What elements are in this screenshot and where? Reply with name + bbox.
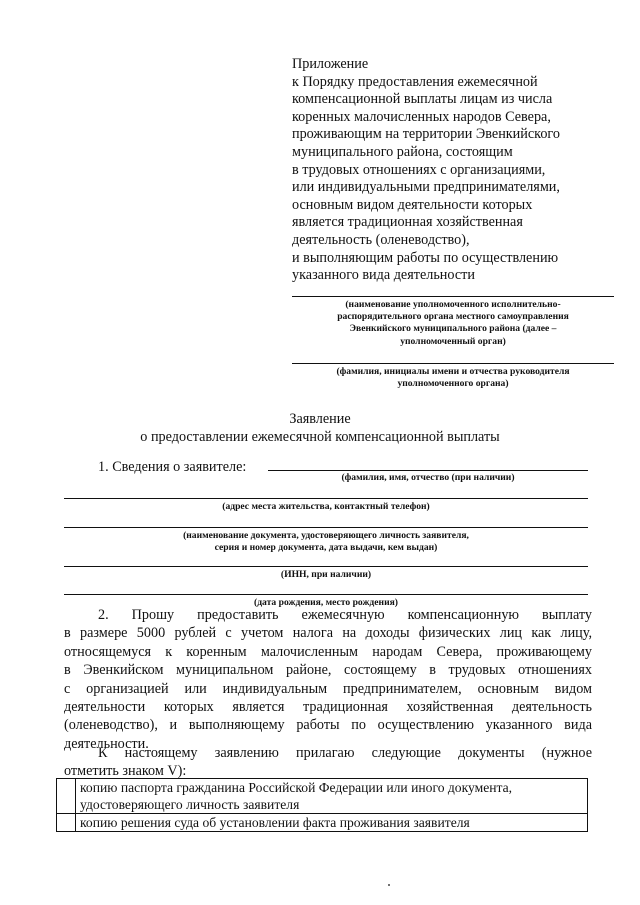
caption-line: распорядительного органа местного самоуправления (337, 311, 569, 323)
section2-line: деятельности. (64, 735, 149, 752)
appendix-line: компенсационной выплаты лицам из числа (292, 91, 553, 108)
scan-speck (388, 884, 390, 886)
attachment-text-line: удостоверяющего личность заявителя (80, 797, 300, 812)
appendix-line: коренных малочисленных народов Севера, (292, 108, 551, 125)
organ-head-caption (292, 366, 614, 390)
attachment-checkbox[interactable] (57, 779, 76, 814)
id-document-caption (64, 530, 588, 554)
appendix-line: указанного вида деятельности (292, 267, 475, 284)
section2-line: деятельности которых является традиционная хозяйственная деятельность (64, 699, 592, 716)
document-title: Заявление (289, 411, 351, 427)
caption-line: (фамилия, инициалы имени и отчества руководителя (336, 366, 570, 377)
attachment-text-line: копию паспорта гражданина Российской Федерации или иного документа, (80, 780, 513, 795)
caption-line: (наименование уполномоченного исполнительно- (345, 299, 561, 310)
appendix-line: основным видом деятельности которых (292, 196, 533, 213)
address-caption: (адрес места жительства, контактный телефон) (222, 501, 430, 512)
address-line[interactable] (64, 498, 588, 499)
caption-line: Эвенкийского муниципального района (далее – (349, 323, 557, 335)
attachments-table (56, 778, 588, 832)
section2-line: в Эвенкийском муниципальном районе, состоящему в трудовых отношениях (64, 662, 592, 679)
appendix-line: проживающим на территории Эвенкийского (292, 126, 560, 143)
section2-line: в размере 5000 рублей с учетом налога на доходы физических лиц как лицу, (64, 625, 592, 642)
appendix-line: деятельность (оленеводство), (292, 231, 470, 248)
section2-line: с организацией или индивидуальным предпринимателем, основным видом (64, 680, 592, 697)
fio-caption: (фамилия, имя, отчество (при наличии) (341, 472, 515, 483)
caption-line: уполномоченный орган) (400, 335, 506, 347)
section2-line: относящемуся к коренным малочисленным народам Севера, проживающему (64, 643, 592, 660)
document-subtitle: о предоставлении ежемесячной компенсационной выплаты (140, 429, 500, 445)
organ-name-caption (292, 299, 614, 348)
section2-paragraph (64, 606, 592, 753)
section1-label: 1. Сведения о заявителе: (98, 459, 247, 475)
section2-line: (оленеводство), и выполняющему работы по осуществлению указанного вида (64, 717, 592, 734)
appendix-line: муниципального района, состоящим (292, 143, 513, 160)
attachment-text (76, 814, 588, 832)
fio-line[interactable] (268, 470, 588, 471)
appendix-line: является традиционная хозяйственная (292, 214, 523, 231)
appendix-line: или индивидуальными предпринимателями, (292, 179, 560, 196)
id-document-line[interactable] (64, 527, 588, 528)
organ-name-line[interactable] (292, 296, 614, 297)
organ-head-line[interactable] (292, 363, 614, 364)
attachment-checkbox[interactable] (57, 814, 76, 832)
caption-line: серия и номер документа, дата выдачи, кем выдан) (214, 542, 438, 554)
table-row (57, 814, 588, 832)
appendix-header (292, 56, 612, 285)
caption-line: (наименование документа, удостоверяющего личность заявителя, (183, 530, 469, 541)
attachment-text (76, 779, 588, 814)
appendix-line: Приложение (292, 56, 369, 72)
appendix-line: к Порядку предоставления ежемесячной (292, 73, 538, 90)
attachment-text-line: копию решения суда об установлении факта проживания заявителя (80, 815, 470, 830)
attachments-intro-line: отметить знаком V): (64, 763, 187, 780)
table-row (57, 779, 588, 814)
inn-caption: (ИНН, при наличии) (280, 569, 372, 580)
attachments-intro-line: К настоящему заявлению прилагаю следующие документы (нужное (98, 745, 592, 761)
birth-line[interactable] (64, 594, 588, 595)
birth-caption: (дата рождения, место рождения) (254, 597, 398, 608)
appendix-line: в трудовых отношениях с организациями, (292, 161, 546, 178)
attachments-intro (64, 744, 592, 781)
inn-line[interactable] (64, 566, 588, 567)
appendix-line: и выполняющим работы по осуществлению (292, 249, 559, 266)
caption-line: уполномоченного органа) (397, 378, 509, 390)
section2-line: 2. Прошу предоставить ежемесячную компенсационную выплату (98, 607, 592, 623)
